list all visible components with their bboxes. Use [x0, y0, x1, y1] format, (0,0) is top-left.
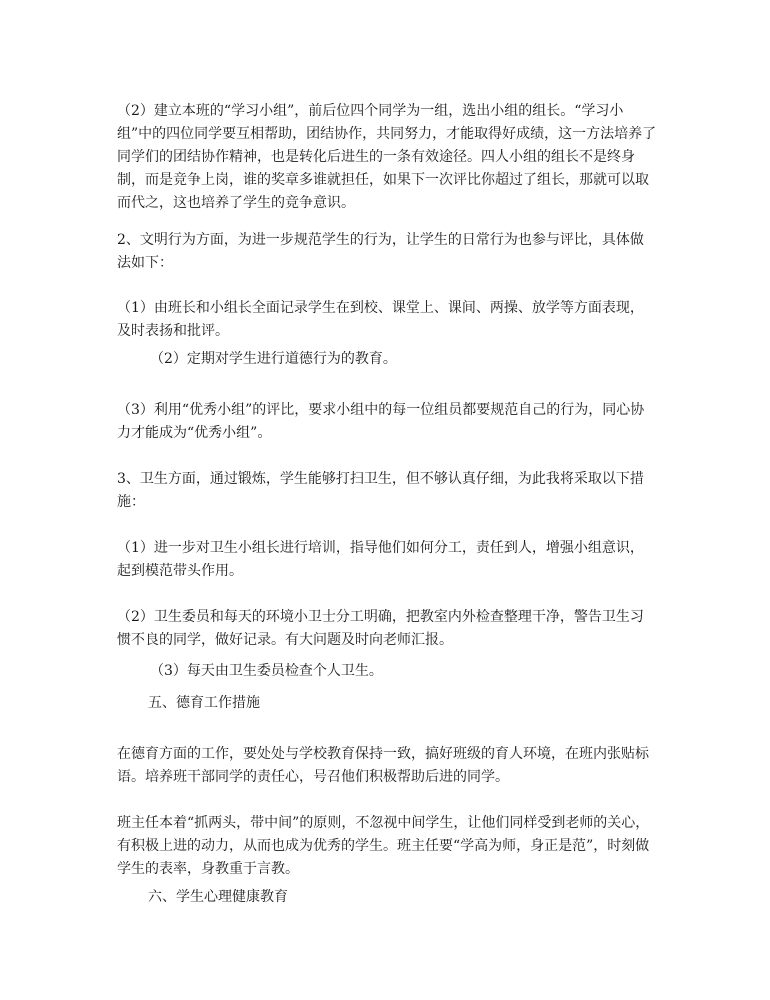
paragraph-hygiene-item-3: （3）每天由卫生委员检查个人卫生。 [150, 663, 383, 679]
paragraph-hygiene-item-1: （1）进一步对卫生小组长进行培训，指导他们如何分工，责任到人，增强小组意识，起到模范带头作用。 [117, 540, 644, 579]
paragraph-behavior-item-3: （3）利用“优秀小组”的评比，要求小组中的每一位组员都要规范自己的行为，同心协力才能成为“优秀小组”。 [117, 402, 645, 441]
paragraph-study-groups: （2）建立本班的“学习小组”，前后位四个同学为一组，选出小组的组长。“学习小组”中的四位同学要互相帮助，团结协作，共同努力，才能取得好成绩，这一方法培养了同学们的团结协作精神，也是转化后进生的一条有效途径。四人小组的组长不是终身制，而是竞争上岗，谁的奖章多谁就担任，如果下一次评比你超过了组长，那就可以取而代之，这也培养了学生的竞争意识。 [117, 103, 657, 211]
paragraph-hygiene: 3、卫生方面，通过锻炼，学生能够打扫卫生，但不够认真仔细，为此我将采取以下措施： [117, 471, 644, 510]
paragraph-moral-education: 在德育方面的工作，要处处与学校教育保持一致，搞好班级的育人环境，在班内张贴标语。培养班干部同学的责任心，号召他们积极帮助后进的同学。 [117, 746, 649, 785]
paragraph-behavior-item-1: （1）由班长和小组长全面记录学生在到校、课堂上、课间、两操、放学等方面表现，及时表扬和批评。 [117, 300, 644, 339]
section-heading-moral-education: 五、德育工作措施 [148, 695, 260, 711]
paragraph-civil-behavior: 2、文明行为方面，为进一步规范学生的行为，让学生的日常行为也参与评比，具体做法如下： [117, 232, 644, 271]
paragraph-behavior-item-2: （2）定期对学生进行道德行为的教育。 [150, 351, 397, 367]
paragraph-hygiene-item-2: （2）卫生委员和每天的环境小卫士分工明确，把教室内外检查整理干净，警告卫生习惯不良的同学，做好记录。有大问题及时向老师汇报。 [117, 609, 644, 648]
paragraph-head-teacher: 班主任本着“抓两头，带中间”的原则，不忽视中间学生，让他们同样受到老师的关心，有积极上进的动力，从而也成为优秀的学生。班主任要“学高为师，身正是范”，时刻做学生的表率，身教重于言教。 [117, 815, 650, 877]
section-heading-mental-health: 六、学生心理健康教育 [148, 889, 288, 905]
